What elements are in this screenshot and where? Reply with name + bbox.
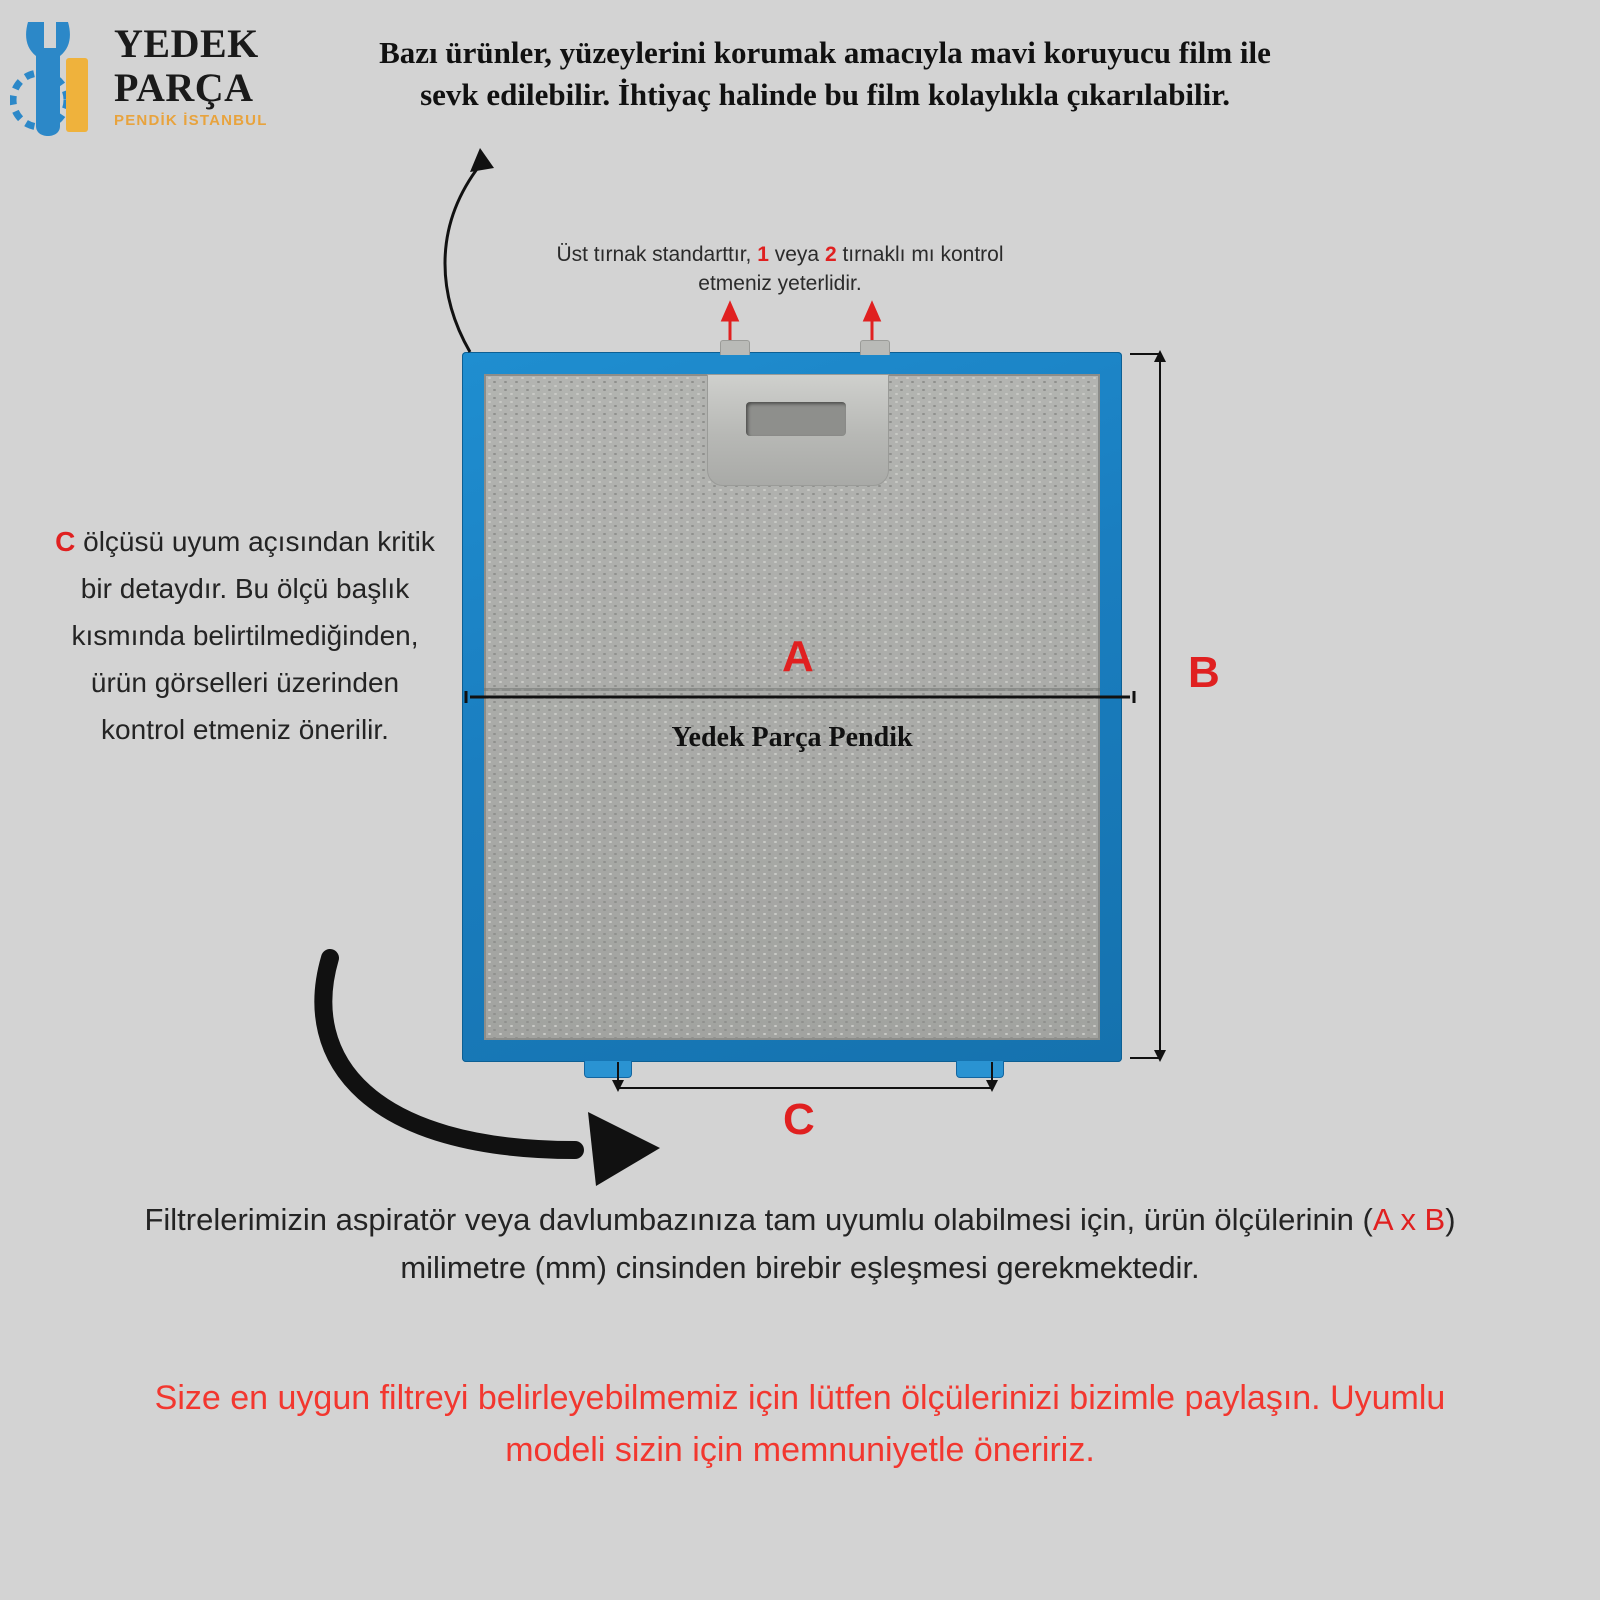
headline-text: Bazı ürünler, yüzeylerini korumak amacıyla mavi koruyucu film ile sevk edilebilir. İhtiyaç halinde bu film kolaylıkla çıkarılabilir. [379, 35, 1271, 112]
handle-slot [746, 402, 846, 436]
wrench-gear-logo-icon [10, 14, 115, 139]
top-note-number-1: 1 [757, 243, 769, 266]
brand-logo [10, 8, 310, 148]
diagram-watermark: Yedek Parça Pendik [671, 722, 913, 753]
grease-filter-illustration [462, 352, 1122, 1062]
c-measure-note-text: ölçüsü uyum açısından kritik bir detaydır. Bu ölçü başlık kısmında belirtilmediğinden, ürün görselleri üzerinden kontrol etmeniz önerilir. [71, 526, 435, 745]
compatibility-note-part1: Filtrelerimizin aspiratör veya davlumbazınıza tam uyumlu olabilmesi için, ürün ölçülerinin ( [144, 1202, 1373, 1237]
dimension-line-b [1130, 348, 1170, 1064]
logo-line-2: PARÇA [114, 65, 254, 110]
logo-subtitle: PENDİK İSTANBUL [114, 112, 268, 129]
dimension-line-a [462, 690, 1138, 702]
compatibility-note [100, 1196, 1500, 1292]
compatibility-note-part2: ) milimetre (mm) cinsinden birebir eşleşmesi gerekmektedir. [400, 1202, 1456, 1285]
c-letter-highlight: C [55, 526, 76, 557]
top-tab-1 [720, 340, 750, 355]
dimension-label-b: B [1188, 648, 1220, 697]
ab-highlight: A x B [1372, 1202, 1446, 1237]
top-note-part2: veya [768, 243, 825, 266]
dimension-label-c: C [783, 1095, 815, 1144]
top-note-number-2: 2 [824, 243, 837, 266]
top-tab-note [520, 240, 1040, 298]
top-tab-2 [860, 340, 890, 355]
top-note-part3: tırnaklı mı kontrol etmeniz yeterlidir. [698, 243, 1004, 295]
logo-line-1: YEDEK [114, 21, 259, 66]
dimension-label-a: A [782, 632, 814, 681]
c-measure-note [55, 518, 435, 753]
top-note-part1: Üst tırnak standarttır, [556, 243, 758, 266]
filter-handle [707, 374, 889, 486]
contact-request-note: Size en uygun filtreyi belirleyebilmemiz için lütfen ölçülerinizi bizimle paylaşın. Uyumlu modeli sizin için memnuniyetle öneririz. [154, 1379, 1446, 1469]
